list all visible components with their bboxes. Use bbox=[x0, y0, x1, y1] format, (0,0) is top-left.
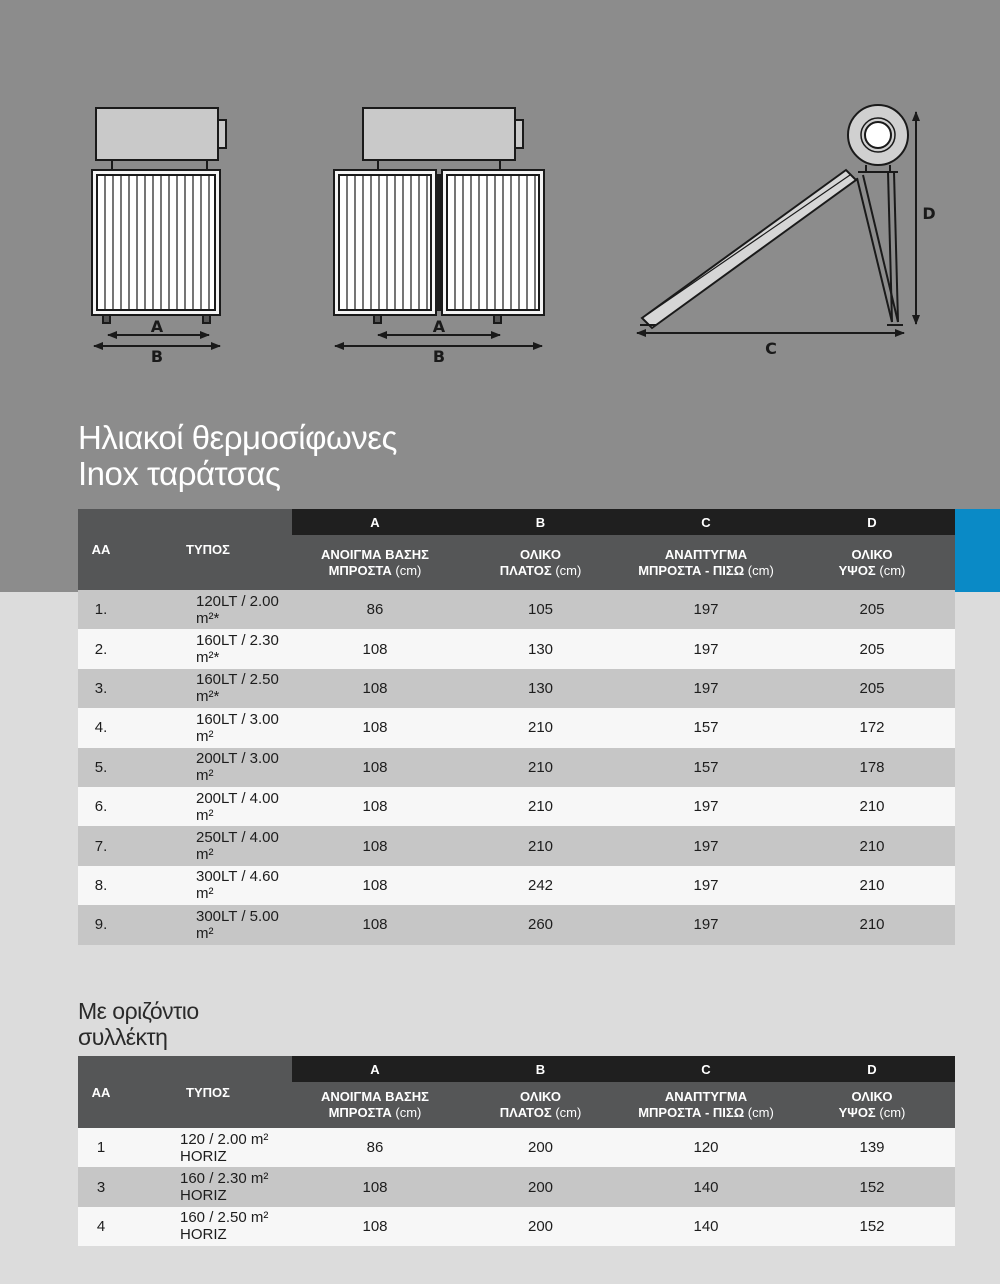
table-row: 4. 160LT / 3.00 m² 108 210 157 172 bbox=[78, 708, 955, 747]
col-letter-d: D bbox=[789, 509, 955, 535]
table-row: 7. 250LT / 4.00 m² 108 210 197 210 bbox=[78, 826, 955, 865]
col-letter-c: C bbox=[623, 1056, 789, 1082]
col-header-aa: AA bbox=[78, 1056, 124, 1128]
table-row: 6. 200LT / 4.00 m² 108 210 197 210 bbox=[78, 787, 955, 826]
table-row: 2. 160LT / 2.30 m²* 108 130 197 205 bbox=[78, 629, 955, 668]
section2-title-line2: συλλέκτη bbox=[78, 1024, 168, 1050]
section1-title bbox=[78, 420, 397, 492]
dim-a-label-2: A bbox=[432, 317, 446, 336]
table-row: 9. 300LT / 5.00 m² 108 260 197 210 bbox=[78, 905, 955, 944]
dim-d-label: D bbox=[922, 204, 936, 223]
col-letter-b: B bbox=[458, 1056, 623, 1082]
col-header-d: ΟΛΙΚΟ ΥΨΟΣ (cm) bbox=[789, 1082, 955, 1128]
table-row: 1 120 / 2.00 m² HORIZ 86 200 120 139 bbox=[78, 1128, 955, 1167]
dim-b-label-2: B bbox=[432, 347, 446, 366]
section2-title-line1: Με οριζόντιο bbox=[78, 998, 199, 1024]
table-row: 3 160 / 2.30 m² HORIZ 108 200 140 152 bbox=[78, 1167, 955, 1206]
single-collector-diagram bbox=[92, 108, 226, 346]
col-letter-c: C bbox=[623, 509, 789, 535]
col-header-b: ΟΛΙΚΟ ΠΛΑΤΟΣ (cm) bbox=[458, 1082, 623, 1128]
col-letter-a: A bbox=[292, 1056, 458, 1082]
dimension-diagrams bbox=[0, 0, 1000, 400]
col-header-type: ΤΥΠΟΣ bbox=[124, 509, 292, 590]
col-header-type: ΤΥΠΟΣ bbox=[124, 1056, 292, 1128]
col-header-c: ΑΝΑΠΤΥΓΜΑ ΜΠΡΟΣΤΑ - ΠΙΣΩ (cm) bbox=[623, 1082, 789, 1128]
col-header-d: ΟΛΙΚΟ ΥΨΟΣ (cm) bbox=[789, 535, 955, 590]
table-row: 1. 120LT / 2.00 m²* 86 105 197 205 bbox=[78, 590, 955, 629]
col-header-a: ΑΝΟΙΓΜΑ ΒΑΣΗΣ ΜΠΡΟΣΤΑ (cm) bbox=[292, 535, 458, 590]
col-letter-d: D bbox=[789, 1056, 955, 1082]
section1-title-line1: Ηλιακοί θερμοσίφωνες bbox=[78, 419, 397, 456]
table-row: 8. 300LT / 4.60 m² 108 242 197 210 bbox=[78, 866, 955, 905]
accent-tab bbox=[955, 509, 1000, 592]
table-row: 3. 160LT / 2.50 m²* 108 130 197 205 bbox=[78, 669, 955, 708]
table-row: 4 160 / 2.50 m² HORIZ 108 200 140 152 bbox=[78, 1207, 955, 1246]
section2-title bbox=[78, 998, 199, 1050]
col-letter-b: B bbox=[458, 509, 623, 535]
double-collector-diagram bbox=[334, 108, 544, 346]
side-view-diagram bbox=[637, 105, 916, 333]
col-header-a: ΑΝΟΙΓΜΑ ΒΑΣΗΣ ΜΠΡΟΣΤΑ (cm) bbox=[292, 1082, 458, 1128]
col-letter-a: A bbox=[292, 509, 458, 535]
col-header-c: ΑΝΑΠΤΥΓΜΑ ΜΠΡΟΣΤΑ - ΠΙΣΩ (cm) bbox=[623, 535, 789, 590]
col-header-b: ΟΛΙΚΟ ΠΛΑΤΟΣ (cm) bbox=[458, 535, 623, 590]
section1-title-line2: Inox ταράτσας bbox=[78, 455, 281, 492]
spec-table-horizontal bbox=[78, 1056, 955, 1246]
dim-b-label-1: B bbox=[150, 347, 164, 366]
dim-c-label: C bbox=[765, 339, 777, 358]
table-row: 5. 200LT / 3.00 m² 108 210 157 178 bbox=[78, 748, 955, 787]
col-header-aa: AA bbox=[78, 509, 124, 590]
spec-table-rooftop bbox=[78, 509, 955, 945]
dim-a-label-1: A bbox=[150, 317, 164, 336]
